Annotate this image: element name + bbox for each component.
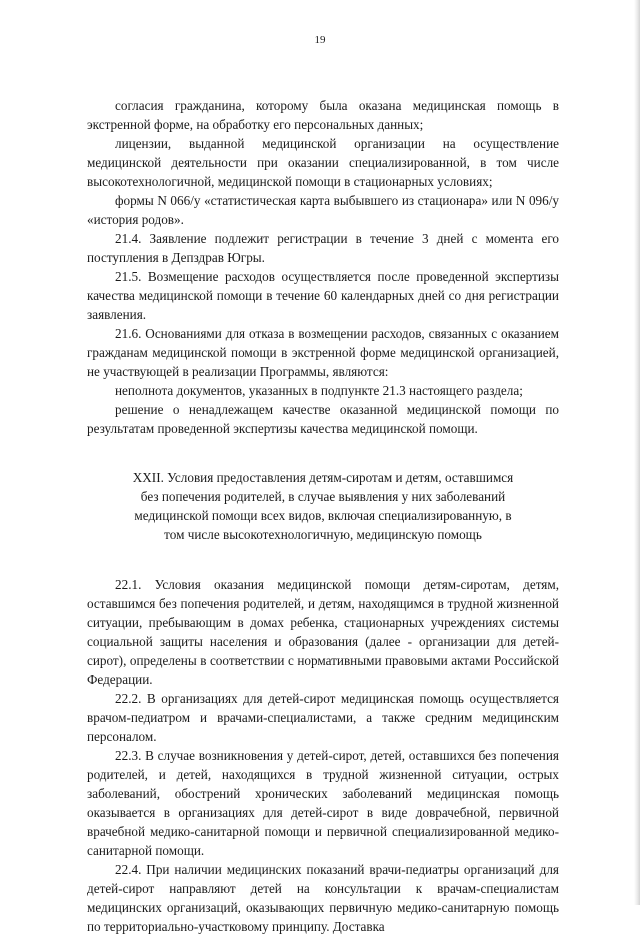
paragraph: 21.6. Основаниями для отказа в возмещении расходов, связанных с оказанием гражданам медицинской помощи в экстренной форме медицинской организацией, не участвующей в реализации Программы, являются:: [87, 326, 559, 379]
scan-edge-shadow: [634, 0, 640, 905]
section-heading: XXII. Условия предоставления детям-сиротам и детям, оставшимся без попечения родителей, в случае выявления у них заболеваний медицинской помощи всех видов, включая специализированную, в том числе высокотехнологичную, медицинскую помощь: [132, 470, 514, 542]
paragraph: 21.4. Заявление подлежит регистрации в течение 3 дней с момента его поступления в Депздрав Югры.: [87, 231, 559, 265]
paragraph: 22.4. При наличии медицинских показаний врачи-педиатры организаций для детей-сирот направляют детей на консультации к врачам-специалистам медицинских организаций, оказывающих первичную медико-санитарную помощь по территориально-участковому принципу. Доставка: [87, 862, 559, 934]
paragraph: неполнота документов, указанных в подпункте 21.3 настоящего раздела;: [115, 383, 523, 398]
paragraph: 22.2. В организациях для детей-сирот медицинская помощь осуществляется врачом-педиатром и врачами-специалистами, а также средним медицинским персоналом.: [87, 691, 559, 744]
document-body: [87, 96, 559, 936]
paragraph: 22.3. В случае возникновения у детей-сирот, детей, оставшихся без попечения родителей, и детей, находящихся в трудной жизненной ситуации, острых заболеваний, обострений хронических заболеваний медицинская помощь оказывается в организациях для детей-сирот в виде доврачебной, первичной врачебной медико-санитарной помощи и первичной специализированной медико-санитарной помощи.: [87, 748, 559, 858]
page-number: 19: [314, 34, 326, 46]
paragraph: формы N 066/у «статистическая карта выбывшего из стационара» или N 096/у «история родов».: [87, 193, 559, 227]
paragraph: 22.1. Условия оказания медицинской помощи детям-сиротам, детям, оставшимся без попечения родителей, и детям, находящимся в трудной жизненной ситуации, пребывающим в домах ребенка, стационарных учреждениях системы социальной защиты населения и образования (далее - организации для детей-сирот), определены в соответствии с нормативными правовыми актами Российской Федерации.: [87, 577, 559, 687]
paragraph: решение о ненадлежащем качестве оказанной медицинской помощи по результатам проведенной экспертизы качества медицинской помощи.: [87, 402, 559, 436]
paragraph: 21.5. Возмещение расходов осуществляется после проведенной экспертизы качества медицинской помощи в течение 60 календарных дней со дня регистрации заявления.: [87, 269, 559, 322]
paragraph: лицензии, выданной медицинской организации на осуществление медицинской деятельности при оказании специализированной, в том числе высокотехнологичной, медицинской помощи в стационарных условиях;: [87, 136, 559, 189]
paragraph: согласия гражданина, которому была оказана медицинская помощь в экстренной форме, на обработку его персональных данных;: [87, 98, 559, 132]
